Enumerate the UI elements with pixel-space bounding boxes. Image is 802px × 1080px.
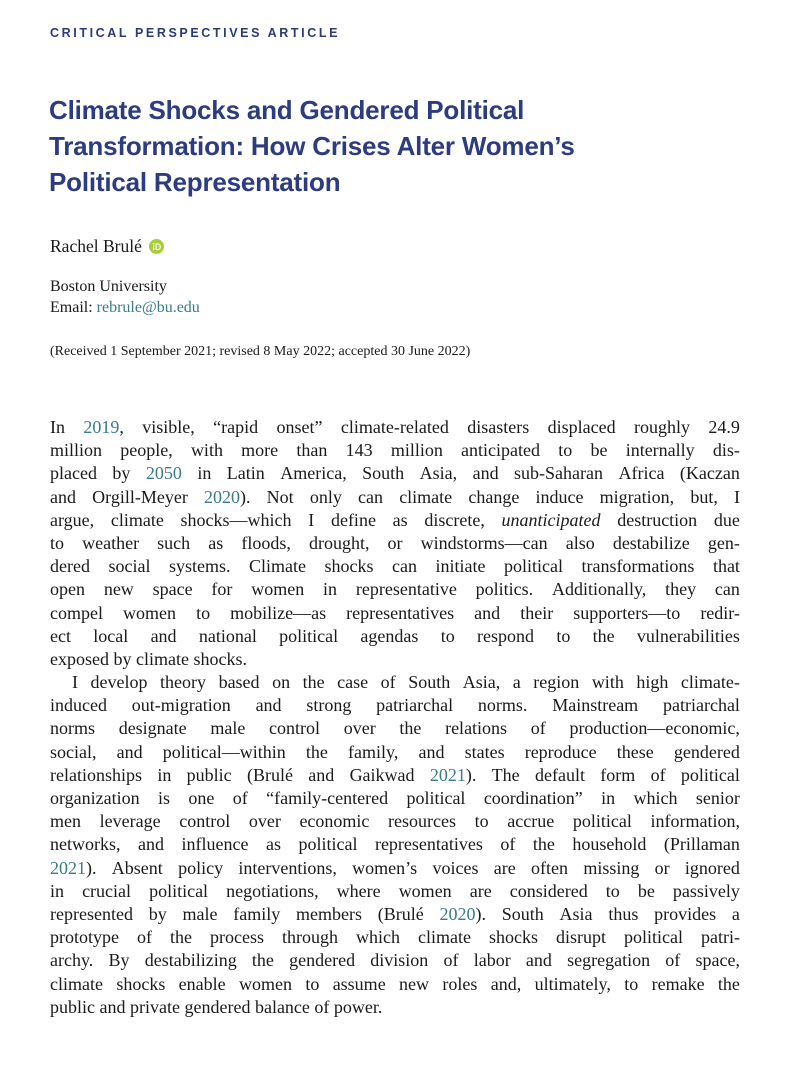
email-line xyxy=(50,297,200,318)
body-text-line: exposed by climate shocks. xyxy=(50,648,247,669)
body-text-line: compel women to mobilize—as representatives and their supporters—to redir- xyxy=(50,602,740,623)
body-text-line: represented by male family members (Brulé 2020). South Asia thus provides a xyxy=(50,903,740,924)
body-text-line: prototype of the process through which climate shocks disrupt political patri- xyxy=(50,927,740,948)
author-line xyxy=(50,236,164,257)
body-text-line: norms designate male control over the relations of production—economic, xyxy=(50,718,740,739)
body-text-line: men leverage control over economic resources to accrue political information, xyxy=(50,811,740,832)
body-text-line: and Orgill-Meyer 2020). Not only can climate change induce migration, but, I xyxy=(50,486,740,507)
body-text-line: to weather such as floods, drought, or windstorms—can also destabilize gen- xyxy=(50,532,740,553)
body-text-line: million people, with more than 143 million anticipated to be internally dis- xyxy=(50,440,740,461)
orcid-icon[interactable] xyxy=(149,239,164,254)
body-text-line: public and private gendered balance of power. xyxy=(50,996,383,1017)
body-text-line: social, and political—within the family, and states reproduce these gendered xyxy=(50,741,740,762)
body-text-line: induced out-migration and strong patriarchal norms. Mainstream patriarchal xyxy=(50,695,740,716)
title-line: Transformation: How Crises Alter Women’s xyxy=(49,131,575,161)
body-text-line: networks, and influence as political representatives of the household (Prillaman xyxy=(50,834,740,855)
body-text-line: archy. By destabilizing the gendered division of labor and segregation of space, xyxy=(50,950,740,971)
received-dates: (Received 1 September 2021; revised 8 May 2022; accepted 30 June 2022) xyxy=(50,344,471,359)
email-label: Email: xyxy=(50,299,93,316)
body-text-line: placed by 2050 in Latin America, South Asia, and sub-Saharan Africa (Kaczan xyxy=(50,463,740,484)
email-link[interactable]: rebrule@bu.edu xyxy=(96,299,200,316)
title-line: Climate Shocks and Gendered Political xyxy=(49,95,525,125)
body-text-line: relationships in public (Brulé and Gaikwad 2021). The default form of political xyxy=(50,764,740,785)
body-text-line: argue, climate shocks—which I define as discrete, unanticipated destruction due xyxy=(50,509,740,530)
affiliation: Boston University xyxy=(50,278,167,295)
article-title xyxy=(49,92,749,200)
body-text-line: climate shocks enable women to assume new roles and, ultimately, to remake the xyxy=(50,973,740,994)
body-text-line: In 2019, visible, “rapid onset” climate-related disasters displaced roughly 24.9 xyxy=(50,417,740,437)
body-text-line: open new space for women in representative politics. Additionally, they can xyxy=(50,579,740,600)
body-text-line: dered social systems. Climate shocks can initiate political transformations that xyxy=(50,556,740,577)
affiliation-block xyxy=(50,276,200,318)
body-text-line: 2021). Absent policy interventions, women’s voices are often missing or ignored xyxy=(50,857,740,878)
body-text-line: I develop theory based on the case of South Asia, a region with high climate- xyxy=(72,672,740,693)
author-name: Rachel Brulé xyxy=(50,236,142,256)
article-type-kicker: CRITICAL PERSPECTIVES ARTICLE xyxy=(50,26,341,40)
article-body xyxy=(50,416,740,1019)
title-line: Political Representation xyxy=(49,167,341,197)
body-text-line: organization is one of “family-centered political coordination” in which senior xyxy=(50,788,740,808)
body-text-line: ect local and national political agendas to respond to the vulnerabilities xyxy=(50,625,740,646)
body-text-line: in crucial political negotiations, where women are considered to be passively xyxy=(50,880,740,901)
